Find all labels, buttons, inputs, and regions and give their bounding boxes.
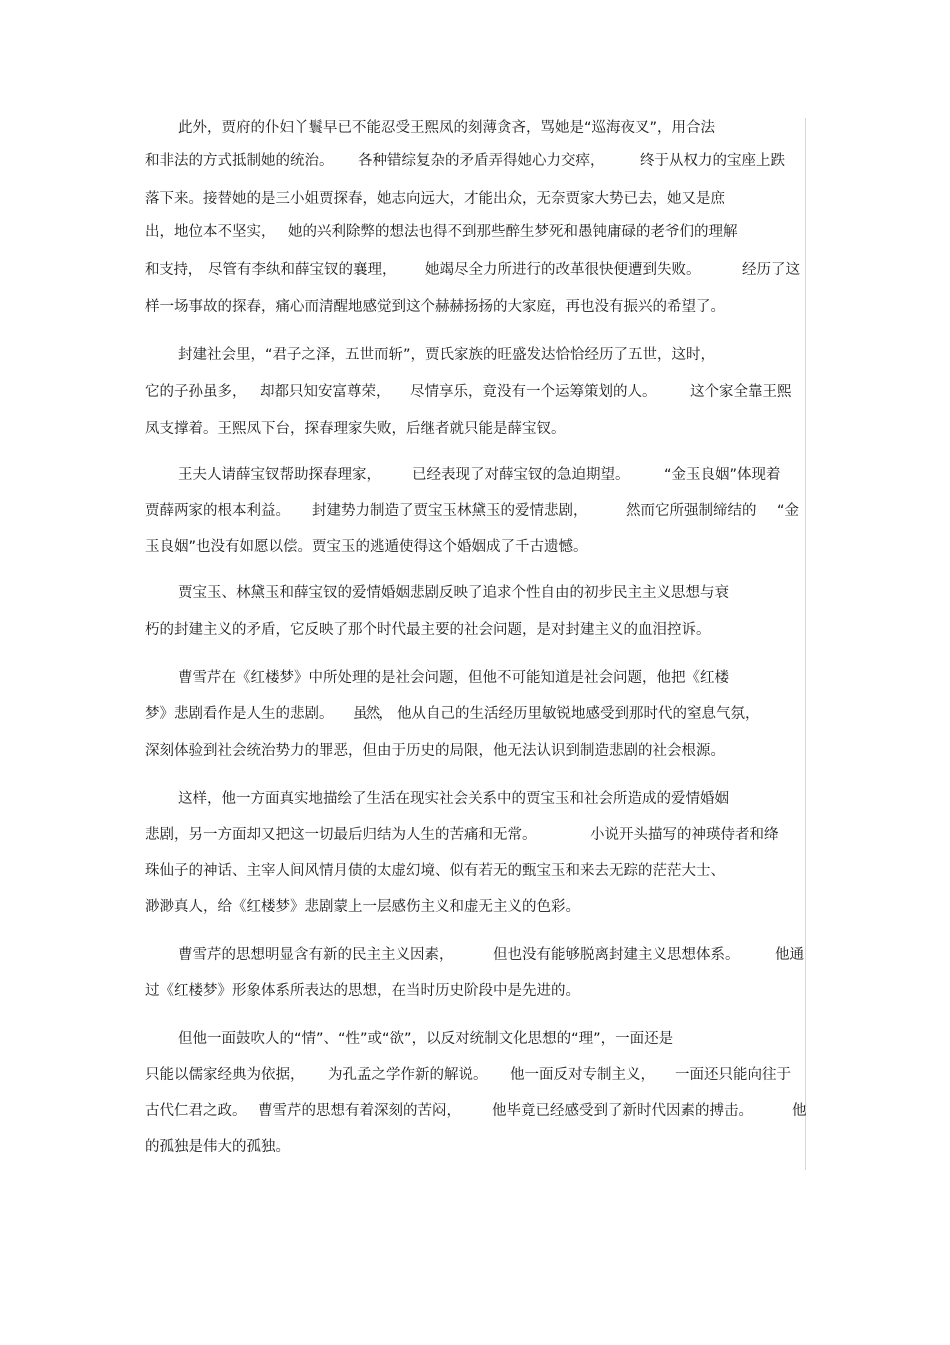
text-segment: 它的子孙虽多， [145, 384, 247, 400]
text-segment: 贾薛两家的根本利益。 [145, 503, 290, 519]
text-line [0, 941, 950, 969]
text-segment: 尽管有李纨和薛宝钗的襄理， [208, 262, 397, 278]
text-segment: 此外，贾府的仆妇丫鬟早已不能忍受王熙凤的刻薄贪吝，骂她是“巡海夜叉”，用合法 [178, 120, 716, 136]
text-segment: 渺渺真人，给《红楼梦》悲剧蒙上一层感伤主义和虚无主义的色彩。 [145, 899, 580, 915]
text-segment: 贾宝玉、林黛玉和薛宝钗的爱情婚姻悲剧反映了追求个性自由的初步民主主义思想与衰 [178, 585, 729, 601]
text-segment: 却都只知安富尊荣， [260, 384, 391, 400]
text-segment: 过《红楼梦》形象体系所表达的思想，在当时历史阶段中是先进的。 [145, 983, 580, 999]
text-segment: 他一面反对专制主义， [510, 1067, 655, 1083]
text-segment: 只能以儒家经典为依据， [145, 1067, 305, 1083]
text-segment: 他 [792, 1103, 805, 1119]
text-segment: 尽情享乐，竟没有一个运筹策划的人。 [410, 384, 657, 400]
text-line [0, 857, 950, 885]
text-segment: 和非法的方式抵制她的统治。 [145, 153, 334, 169]
text-segment: 但他一面鼓吹人的“情”、“性”或“欲”，以反对统制文化思想的“理”，一面还是 [178, 1031, 674, 1047]
text-segment: 为孔孟之学作新的解说。 [328, 1067, 488, 1083]
text-segment: 但也没有能够脱离封建主义思想体系。 [493, 947, 740, 963]
text-line [0, 533, 950, 561]
text-segment: 样一场事故的探春，痛心而清醒地感觉到这个赫赫扬扬的大家庭，再也没有振兴的希望了。 [145, 299, 725, 315]
text-line [0, 218, 950, 246]
text-line [0, 893, 950, 921]
text-line [0, 737, 950, 765]
text-line [0, 461, 950, 489]
text-segment: 珠仙子的神话、主宰人间风情月债的太虚幻境、似有若无的甄宝玉和来去无踪的茫茫大士、 [145, 863, 725, 879]
text-line [0, 664, 950, 692]
text-segment: “金玉良姻”体现着 [664, 467, 781, 483]
text-segment: 他毕竟已经感受到了新时代因素的搏击。 [492, 1103, 753, 1119]
text-line [0, 185, 950, 213]
text-segment: 她的兴利除弊的想法也得不到那些醉生梦死和愚钝庸碌的老爷们的理解 [288, 224, 738, 240]
text-segment: 这个家全靠王熙 [690, 384, 792, 400]
text-line [0, 700, 950, 728]
text-segment: 一面还只能向往于 [675, 1067, 791, 1083]
text-line [0, 147, 950, 175]
text-segment: 朽的封建主义的矛盾，它反映了那个时代最主要的社会问题，是对封建主义的血泪控诉。 [145, 622, 711, 638]
text-segment: 他从自己的生活经历里敏锐地感受到那时代的窒息气氛， [397, 706, 760, 722]
text-segment: 和支持， [145, 262, 202, 278]
text-segment: 深刻体验到社会统治势力的罪恶，但由于历史的局限，他无法认识到制造悲剧的社会根源。 [145, 743, 725, 759]
text-segment: 封建社会里，“君子之泽，五世而斩”，贾氏家族的旺盛发达恰恰经历了五世，这时， [178, 347, 716, 363]
text-segment: 曹雪芹的思想有着深刻的苦闷， [258, 1103, 461, 1119]
text-line [0, 114, 950, 142]
text-segment: 各种错综复杂的矛盾弄得她心力交瘁， [358, 153, 605, 169]
text-line [0, 341, 950, 369]
text-line [0, 1097, 950, 1125]
text-segment: 落下来。接替她的是三小姐贾探春，她志向远大，才能出众，无奈贾家大势已去，她又是庶 [145, 191, 725, 207]
text-segment: “金 [777, 503, 800, 519]
text-line [0, 1025, 950, 1053]
text-segment: 的孤独是伟大的孤独。 [145, 1139, 290, 1155]
text-segment: 她竭尽全力所进行的改革很快便遭到失败。 [425, 262, 701, 278]
text-segment: 已经表现了对薛宝钗的急迫期望。 [412, 467, 630, 483]
text-segment: 出，地位本不坚实， [145, 224, 276, 240]
text-line [0, 415, 950, 443]
text-line [0, 256, 950, 284]
text-segment: 然而它所强制缔结的 [626, 503, 757, 519]
text-segment: 小说开头描写的神瑛侍者和绛 [590, 827, 779, 843]
text-segment: 他通 [775, 947, 804, 963]
text-line [0, 785, 950, 813]
text-segment: 凤支撑着。王熙凤下台，探春理家失败，后继者就只能是薛宝钗。 [145, 421, 566, 437]
text-segment: 玉良姻”也没有如愿以偿。贾宝玉的逃遁使得这个婚姻成了千古遗憾。 [145, 539, 588, 555]
text-segment: 悲剧，另一方面却又把这一切最后归结为人生的苦痛和无常。 [145, 827, 537, 843]
text-segment: 曹雪芹在《红楼梦》中所处理的是社会问题，但他不可能知道是社会问题，他把《红楼 [178, 670, 729, 686]
text-line [0, 579, 950, 607]
text-segment: 梦》悲剧看作是人生的悲剧。 [145, 706, 334, 722]
text-line [0, 293, 950, 321]
text-line [0, 1133, 950, 1161]
text-segment: 经历了这 [742, 262, 800, 278]
text-segment: 王夫人请薛宝钗帮助探春理家， [178, 467, 381, 483]
text-line [0, 497, 950, 525]
text-line [0, 616, 950, 644]
text-line [0, 1061, 950, 1089]
text-segment: 虽然， [353, 706, 391, 722]
text-line [0, 378, 950, 406]
text-segment: 曹雪芹的思想明显含有新的民主主义因素， [178, 947, 454, 963]
text-segment: 封建势力制造了贾宝玉林黛玉的爱情悲剧， [312, 503, 588, 519]
text-segment: 古代仁君之政。 [145, 1103, 247, 1119]
text-line [0, 977, 950, 1005]
text-segment: 终于从权力的宝座上跌 [640, 153, 785, 169]
text-segment: 这样，他一方面真实地描绘了生活在现实社会关系中的贾宝玉和社会所造成的爱情婚姻 [178, 791, 729, 807]
text-line [0, 821, 950, 849]
